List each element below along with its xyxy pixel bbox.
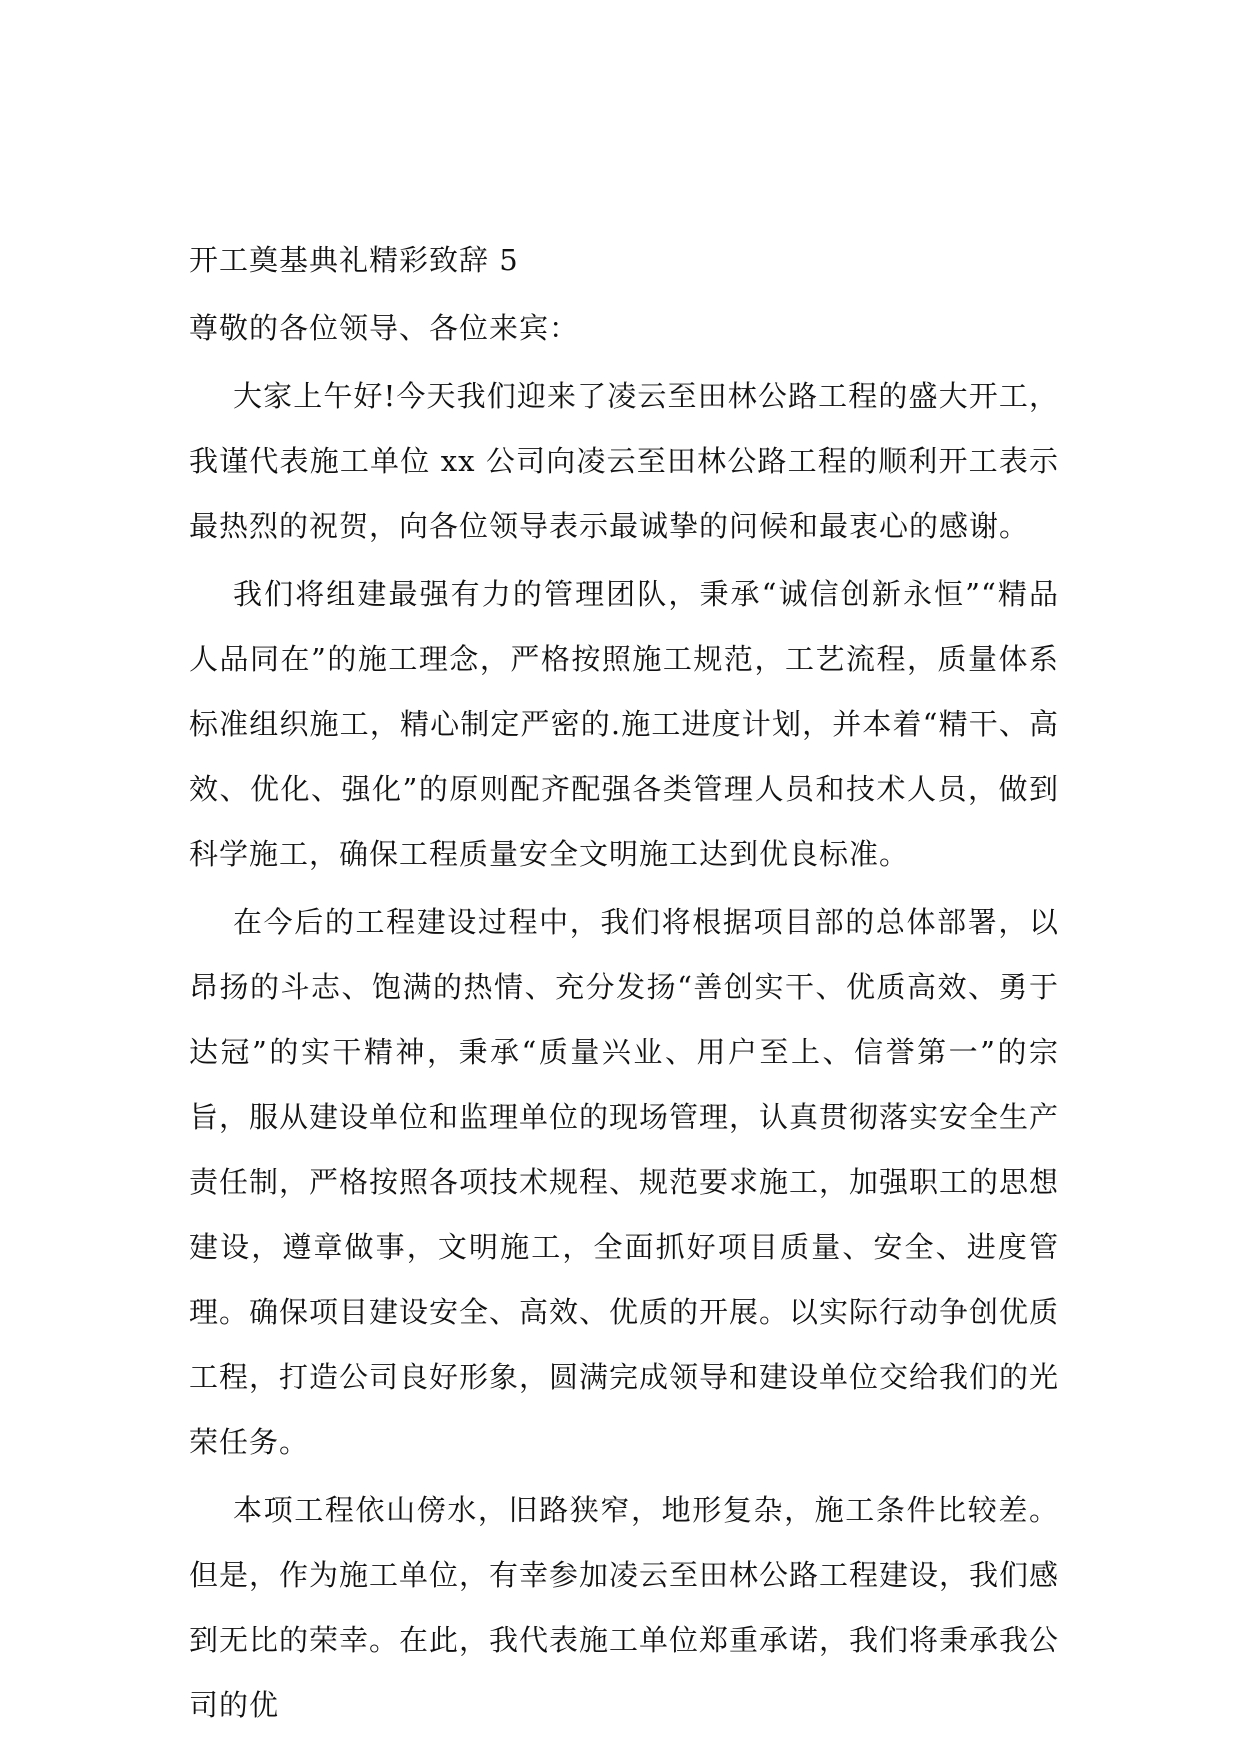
salutation: 尊敬的各位领导、各位来宾： bbox=[189, 311, 580, 345]
paragraph-greeting: 大家上午好!今天我们迎来了凌云至田林公路工程的盛大开工，我谨代表施工单位 xx 公司向凌云至田林公路工程的顺利开工表示最热烈的祝贺，向各位领导表示最诚挚的问候和最衷心的感谢。 bbox=[189, 379, 1059, 543]
document-body bbox=[189, 228, 1059, 1738]
document-title: 开工奠基典礼精彩致辞 5 bbox=[189, 243, 519, 277]
paragraph-commitment: 本项工程依山傍水，旧路狭窄，地形复杂，施工条件比较差。但是，作为施工单位，有幸参加凌云至田林公路工程建设，我们感到无比的荣幸。在此，我代表施工单位郑重承诺，我们将秉承我公司的优 bbox=[189, 1493, 1060, 1722]
paragraph-construction-process: 在今后的工程建设过程中，我们将根据项目部的总体部署，以昂扬的斗志、饱满的热情、充分发扬“善创实干、优质高效、勇于达冠”的实干精神，秉承“质量兴业、用户至上、信誉第一”的宗旨，服从建设单位和监理单位的现场管理，认真贯彻落实安全生产责任制，严格按照各项技术规程、规范要求施工，加强职工的思想建设，遵章做事，文明施工，全面抓好项目质量、安全、进度管理。确保项目建设安全、高效、优质的开展。以实际行动争创优质工程，打造公司良好形象，圆满完成领导和建设单位交给我们的光荣任务。 bbox=[189, 905, 1060, 1459]
paragraph-management: 我们将组建最强有力的管理团队，秉承“诚信创新永恒”“精品人品同在”的施工理念，严格按照施工规范，工艺流程，质量体系标准组织施工，精心制定严密的.施工进度计划，并本着“精干、高效、优化、强化”的原则配齐配强各类管理人员和技术人员，做到科学施工，确保工程质量安全文明施工达到优良标准。 bbox=[189, 577, 1059, 871]
